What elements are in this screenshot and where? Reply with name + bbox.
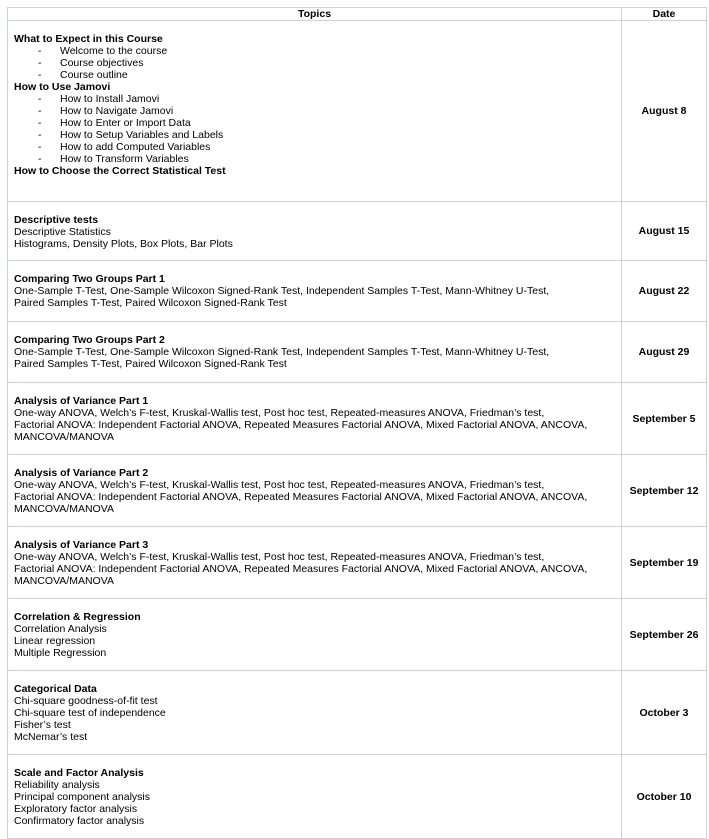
topic-line: Correlation Analysis [14, 623, 107, 635]
topic-title: Categorical Data [14, 683, 97, 695]
topic-line: McNemar’s test [14, 731, 88, 743]
topic-cell [8, 527, 622, 599]
topic-title: Analysis of Variance Part 2 [14, 467, 149, 479]
list-item: - Welcome to the course [38, 45, 168, 57]
topic-title: How to Choose the Correct Statistical Test [14, 165, 226, 177]
date-cell: August 29 [622, 322, 707, 383]
list-item: - How to add Computed Variables [38, 141, 211, 153]
table-row-week-3 [8, 261, 707, 322]
topic-line: Chi-square test of independence [14, 707, 166, 719]
topic-line: Multiple Regression [14, 647, 107, 659]
date-cell: August 22 [622, 261, 707, 322]
topic-line: MANCOVA/MANOVA [14, 503, 114, 515]
list-item: - How to Transform Variables [38, 153, 189, 165]
table-header-row [8, 8, 707, 21]
date-cell: August 15 [622, 202, 707, 261]
table-row-week-6 [8, 455, 707, 527]
topic-line: Exploratory factor analysis [14, 803, 138, 815]
topic-line: One-way ANOVA, Welch’s F-test, Kruskal-Wallis test, Post hoc test, Repeated-measures ANOVA, Friedman’s test, [14, 407, 545, 419]
topic-cell [8, 21, 622, 202]
list-item: - Course objectives [38, 57, 144, 69]
topic-cell [8, 202, 622, 261]
list-item: - How to Navigate Jamovi [38, 105, 174, 117]
date-cell: September 19 [622, 527, 707, 599]
date-cell: September 26 [622, 599, 707, 671]
topic-line: MANCOVA/MANOVA [14, 431, 114, 443]
table-row-week-2 [8, 202, 707, 261]
table-row-week-5 [8, 383, 707, 455]
topic-cell [8, 383, 622, 455]
topic-line: MANCOVA/MANOVA [14, 575, 114, 587]
table-row-week-9 [8, 671, 707, 755]
topic-title: Analysis of Variance Part 3 [14, 539, 149, 551]
topics-column-header: Topics [8, 8, 622, 21]
table-row-week-4 [8, 322, 707, 383]
topic-line: Chi-square goodness-of-fit test [14, 695, 158, 707]
topic-line: Descriptive Statistics [14, 226, 111, 238]
list-item: - How to Enter or Import Data [38, 117, 191, 129]
topic-cell [8, 599, 622, 671]
table-row-week-1 [8, 21, 707, 202]
topic-line: Histograms, Density Plots, Box Plots, Bar Plots [14, 238, 233, 250]
topic-line: Paired Samples T-Test, Paired Wilcoxon Signed-Rank Test [14, 297, 287, 309]
topic-title: How to Use Jamovi [14, 81, 111, 93]
topic-line: Factorial ANOVA: Independent Factorial ANOVA, Repeated Measures Factorial ANOVA, Mixed Factorial ANOVA, ANCOVA, [14, 419, 588, 431]
date-cell: October 3 [622, 671, 707, 755]
topic-title: What to Expect in this Course [14, 33, 163, 45]
topic-line: One-way ANOVA, Welch’s F-test, Kruskal-Wallis test, Post hoc test, Repeated-measures ANOVA, Friedman’s test, [14, 551, 545, 563]
topic-line: One-Sample T-Test, One-Sample Wilcoxon Signed-Rank Test, Independent Samples T-Test, Mann-Whitney U-Test, [14, 285, 550, 297]
topic-title: Scale and Factor Analysis [14, 767, 144, 779]
list-item: - How to Setup Variables and Labels [38, 129, 224, 141]
table-row-week-7 [8, 527, 707, 599]
date-column-header: Date [622, 8, 707, 21]
topic-line: One-Sample T-Test, One-Sample Wilcoxon Signed-Rank Test, Independent Samples T-Test, Mann-Whitney U-Test, [14, 346, 550, 358]
topic-cell [8, 671, 622, 755]
table-row-week-8 [8, 599, 707, 671]
date-cell: September 5 [622, 383, 707, 455]
topic-line: Fisher’s test [14, 719, 71, 731]
topic-line: Confirmatory factor analysis [14, 815, 145, 827]
topic-line: One-way ANOVA, Welch’s F-test, Kruskal-Wallis test, Post hoc test, Repeated-measures ANOVA, Friedman’s test, [14, 479, 545, 491]
list-item: - Course outline [38, 69, 128, 81]
topic-line: Paired Samples T-Test, Paired Wilcoxon Signed-Rank Test [14, 358, 287, 370]
date-cell: September 12 [622, 455, 707, 527]
topic-cell [8, 755, 622, 839]
topic-line: Factorial ANOVA: Independent Factorial ANOVA, Repeated Measures Factorial ANOVA, Mixed Factorial ANOVA, ANCOVA, [14, 563, 588, 575]
topic-cell [8, 455, 622, 527]
topic-line: Reliability analysis [14, 779, 100, 791]
topic-line: Factorial ANOVA: Independent Factorial ANOVA, Repeated Measures Factorial ANOVA, Mixed Factorial ANOVA, ANCOVA, [14, 491, 588, 503]
topic-cell [8, 322, 622, 383]
topic-title: Comparing Two Groups Part 2 [14, 334, 165, 346]
course-schedule-table [7, 7, 707, 839]
topic-title: Correlation & Regression [14, 611, 141, 623]
list-item: - How to Install Jamovi [38, 93, 160, 105]
date-cell: August 8 [622, 21, 707, 202]
topic-title: Analysis of Variance Part 1 [14, 395, 149, 407]
topic-cell [8, 261, 622, 322]
topic-title: Descriptive tests [14, 214, 99, 226]
topic-title: Comparing Two Groups Part 1 [14, 273, 165, 285]
table-row-week-10 [8, 755, 707, 839]
topic-line: Principal component analysis [14, 791, 150, 803]
topic-line: Linear regression [14, 635, 96, 647]
date-cell: October 10 [622, 755, 707, 839]
